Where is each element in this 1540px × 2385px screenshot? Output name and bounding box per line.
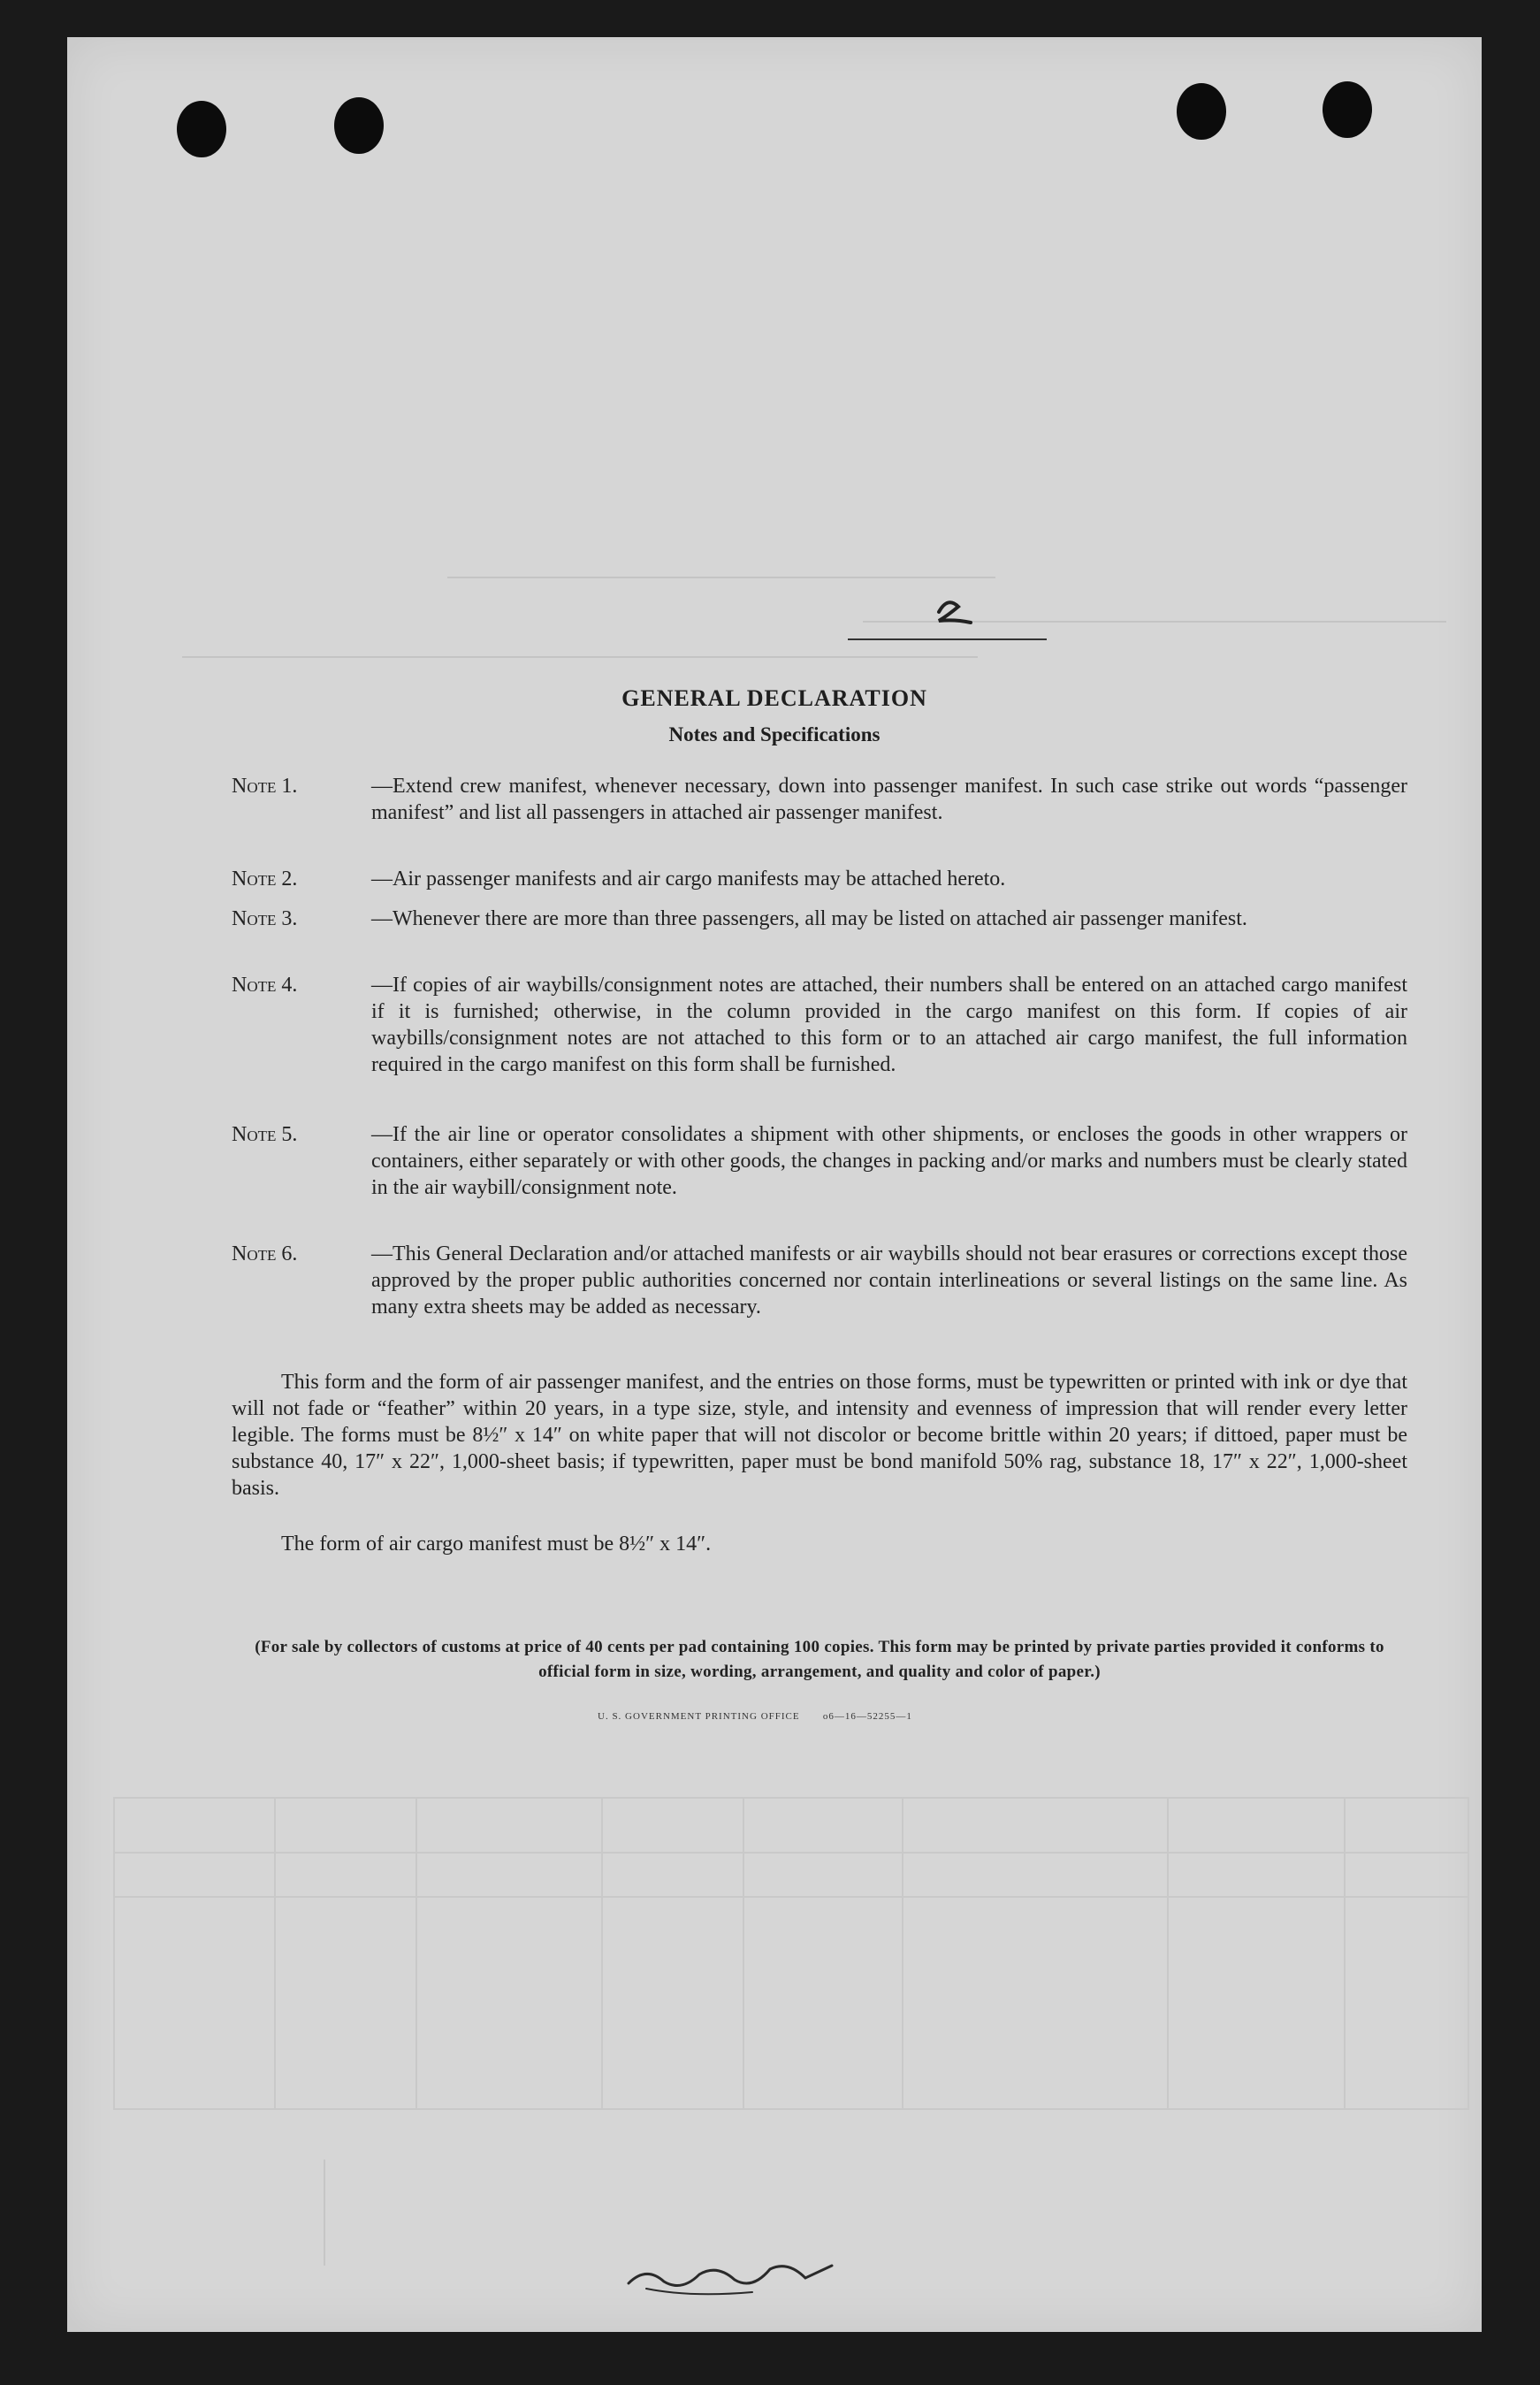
page-title: GENERAL DECLARATION [621, 685, 927, 711]
bleed-through-rule [743, 1799, 744, 2108]
handwritten-mark [921, 585, 992, 638]
note-3 [232, 906, 1407, 932]
bleed-through-rule [1344, 1799, 1346, 2108]
bleed-through-rule [115, 1852, 1468, 1854]
note-4 [232, 972, 1407, 1078]
document-page [67, 37, 1482, 2332]
bleed-through-rule [115, 1896, 1468, 1898]
bleed-through-line [447, 577, 995, 578]
punch-hole [1177, 83, 1226, 140]
punch-hole [1323, 81, 1372, 138]
note-6 [232, 1241, 1407, 1320]
note-5 [232, 1121, 1407, 1201]
note-text: —Whenever there are more than three passengers, all may be listed on attached air passenger manifest. [371, 907, 1247, 930]
page-subtitle: Notes and Specifications [668, 723, 881, 745]
note-label: Note 4. [232, 974, 298, 997]
note-text: —Extend crew manifest, whenever necessary, down into passenger manifest. In such case strike out words “passenger manifest” and list all passengers in attached air passenger manifest. [371, 775, 1407, 824]
note-text: —If copies of air waybills/consignment notes are attached, their numbers shall be entered on an attached cargo manifest if it is furnished; otherwise, in the column provided in the cargo manifest on this form. If copies of air waybills/consignment notes are not attached to this form or to an attached air cargo manifest, the full information required in the cargo manifest on this form shall be furnished. [371, 974, 1407, 1076]
note-label: Note 6. [232, 1242, 298, 1265]
cargo-manifest-requirement: The form of air cargo manifest must be 8½″ x 14″. [281, 1533, 712, 1556]
note-label: Note 5. [232, 1123, 298, 1146]
bleed-through-rule [902, 1799, 903, 2108]
bleed-through-line [182, 656, 978, 658]
note-label: Note 3. [232, 907, 298, 930]
bleed-through-rule [415, 1799, 417, 2108]
punch-hole [177, 101, 226, 157]
printer-imprint [598, 1711, 912, 1722]
note-label: Note 1. [232, 775, 298, 798]
note-2 [232, 866, 1407, 892]
note-text: —Air passenger manifests and air cargo manifests may be attached hereto. [371, 868, 1006, 891]
bleed-through-rule [1167, 1799, 1169, 2108]
sale-notice: (For sale by collectors of customs at price of 40 cents per pad containing 100 copies. This form may be printed by private parties provided it conforms to official form in size, wording, arrangement, and quality and color of paper.) [255, 1638, 1384, 1681]
bleed-through-rule [274, 1799, 276, 2108]
handwritten-scrawl [620, 2248, 841, 2301]
form-requirements-paragraph: This form and the form of air passenger manifest, and the entries on those forms, must be typewritten or printed with ink or dye that will not fade or “feather” within 20 years, in a type size, style, and intensity and evenness of impression that will render every letter legible. The forms must be 8½″ x 14″ on white paper that will not discolor or become brittle within 20 years; if dittoed, paper must be substance 40, 17″ x 22″, 1,000-sheet basis; if typewritten, paper must be bond manifold 50% rag, substance 18, 17″ x 22″, 1,000-sheet basis. [232, 1371, 1407, 1500]
printer-code: o6—16—52255—1 [822, 1711, 912, 1722]
printer-office: U. S. GOVERNMENT PRINTING OFFICE [598, 1711, 800, 1722]
bleed-through-table [113, 1797, 1469, 2110]
note-text: —If the air line or operator consolidates a shipment with other shipments, or encloses the goods in other wrappers or containers, either separately or with other goods, the changes in packing and/or marks and numbers must be clearly stated in the air waybill/consignment note. [371, 1123, 1407, 1199]
bleed-through-line [324, 2159, 325, 2266]
punch-hole [334, 97, 384, 154]
note-label: Note 2. [232, 868, 298, 891]
signature-line [848, 638, 1047, 640]
note-text: —This General Declaration and/or attached manifests or air waybills should not bear erasures or corrections except those approved by the proper public authorities concerned nor contain interlineations or several listings on the same line. As many extra sheets may be added as necessary. [371, 1242, 1407, 1319]
note-1 [232, 773, 1407, 826]
bleed-through-rule [601, 1799, 603, 2108]
